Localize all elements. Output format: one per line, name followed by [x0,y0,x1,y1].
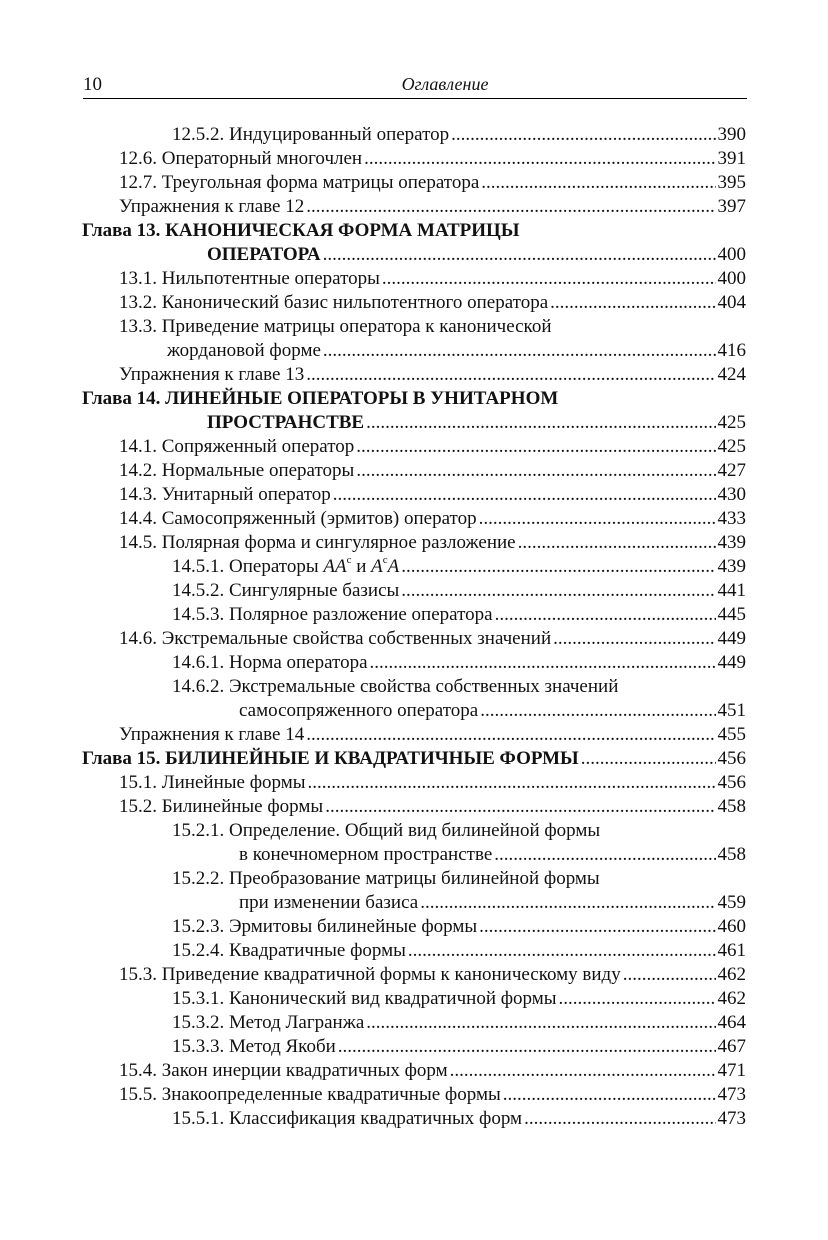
leader-dots [325,796,715,818]
toc-entry-title: 14.5.1. Операторы $AA^c$ и $A^cA$ [172,554,400,577]
toc-entry-title: Глава 14. ЛИНЕЙНЫЕ ОПЕРАТОРЫ В УНИТАРНОМ [82,388,559,409]
toc-entry-title: 15.2.2. Преобразование матрицы билинейной формы [172,868,600,889]
toc-entry-page: 462 [717,964,746,985]
toc-entry-title: 12.5.2. Индуцированный оператор [172,124,450,145]
toc-entry-page: 460 [717,916,746,937]
toc-chapter-heading[interactable] [82,388,558,412]
leader-dots [366,412,715,434]
toc-entry-title: 15.4. Закон инерции квадратичных форм [119,1060,448,1081]
toc-entry-page: 464 [717,1012,746,1033]
toc-entry-page: 425 [717,436,746,457]
toc-entry-page: 390 [717,124,746,145]
toc-entry[interactable] [239,700,746,724]
toc-entry[interactable] [119,172,746,196]
toc-entry[interactable] [172,1108,746,1132]
toc-entry-page: 433 [717,508,746,529]
leader-dots [323,244,716,266]
toc-entry-page: 397 [717,196,746,217]
leader-dots [503,1084,716,1106]
leader-dots [333,484,716,506]
toc-entry[interactable] [119,508,746,532]
toc-entry[interactable] [119,436,746,460]
leader-dots [306,364,715,386]
toc-entry[interactable] [119,532,746,556]
toc-entry-page: 441 [717,580,746,601]
toc-entry[interactable] [172,652,746,676]
toc-entry-title: 13.2. Канонический базис нильпотентного оператора [119,292,549,313]
toc-entry[interactable] [172,580,746,604]
toc-entry[interactable] [119,796,746,820]
toc-entry-page: 424 [717,364,746,385]
leader-dots [306,196,715,218]
toc-entry-page: 467 [717,1036,746,1057]
toc-entry[interactable] [119,1084,746,1108]
leader-dots [495,604,716,626]
leader-dots [479,916,715,938]
toc-entry-title: при изменении базиса [239,892,419,913]
leader-dots [623,964,716,986]
page-number: 10 [83,74,102,95]
toc-entry-title: 14.5.3. Полярное разложение оператора [172,604,493,625]
toc-entry-page: 473 [717,1108,746,1129]
leader-dots [550,292,715,314]
toc-entry[interactable] [119,196,746,220]
toc-entry-title: 14.6. Экстремальные свойства собственных значений [119,628,552,649]
toc-entry[interactable] [119,724,746,748]
toc-entry[interactable] [119,964,746,988]
toc-entry-page: 395 [717,172,746,193]
toc-entry-title: ПРОСТРАНСТВЕ [207,412,365,433]
toc-entry-page: 458 [717,844,746,865]
toc-entry-page: 471 [717,1060,746,1081]
toc-entry[interactable] [119,1060,746,1084]
leader-dots [356,436,715,458]
toc-entry[interactable] [172,1036,746,1060]
toc-chapter-heading[interactable] [82,748,746,772]
leader-dots [370,652,716,674]
toc-entry-page: 445 [717,604,746,625]
toc-entry[interactable] [119,292,746,316]
toc-entry[interactable] [119,316,552,340]
toc-entry-title: 14.2. Нормальные операторы [119,460,355,481]
toc-entry-page: 439 [717,556,746,577]
toc-entry[interactable] [172,556,746,580]
toc-entry-title: 15.3.3. Метод Якоби [172,1036,336,1057]
toc-entry-title: Глава 13. КАНОНИЧЕСКАЯ ФОРМА МАТРИЦЫ [82,220,520,241]
toc-entry-page: 458 [717,796,746,817]
leader-dots [401,556,715,578]
toc-entry[interactable] [172,940,746,964]
toc-entry-title: 15.3.1. Канонический вид квадратичной формы [172,988,557,1009]
toc-entry[interactable] [172,868,600,892]
toc-entry-page: 456 [717,772,746,793]
toc-entry-title: ОПЕРАТОРА [207,244,321,265]
toc-entry[interactable] [172,124,746,148]
toc-entry-page: 391 [717,148,746,169]
toc-entry-title: 14.3. Унитарный оператор [119,484,331,505]
toc-entry-page: 473 [717,1084,746,1105]
leader-dots [481,172,715,194]
toc-entry-title: Глава 15. БИЛИНЕЙНЫЕ И КВАДРАТИЧНЫЕ ФОРМЫ [82,748,579,769]
toc-entry-title: 13.3. Приведение матрицы оператора к канонической [119,316,552,337]
toc-entry-page: 425 [717,412,746,433]
toc-entry[interactable] [172,676,618,700]
leader-dots [553,628,715,650]
leader-dots [524,1108,715,1130]
leader-dots [451,124,715,146]
toc-entry[interactable] [172,988,746,1012]
toc-entry-page: 430 [717,484,746,505]
toc-entry[interactable] [172,916,746,940]
leader-dots [366,1012,715,1034]
toc-entry[interactable] [172,604,746,628]
toc-entry-title: 15.3. Приведение квадратичной формы к каноническому виду [119,964,621,985]
toc-entry-page: 459 [717,892,746,913]
toc-entry-page: 449 [717,652,746,673]
toc-entry-title: 13.1. Нильпотентные операторы [119,268,380,289]
leader-dots [306,724,715,746]
toc-entry-page: 461 [717,940,746,961]
toc-entry-title: самосопряженного оператора [239,700,479,721]
leader-dots [450,1060,716,1082]
toc-entry[interactable] [172,1012,746,1036]
toc-entry-page: 416 [717,340,746,361]
toc-entry-title: 15.2. Билинейные формы [119,796,324,817]
toc-entry-page: 455 [717,724,746,745]
toc-entry-title: 15.2.1. Определение. Общий вид билинейной формы [172,820,601,841]
toc-entry-title: 14.4. Самосопряженный (эрмитов) оператор [119,508,477,529]
toc-entry[interactable] [172,820,600,844]
toc-entry[interactable] [167,340,746,364]
toc-entry-page: 462 [717,988,746,1009]
toc-entry-title: 15.2.4. Квадратичные формы [172,940,406,961]
toc-entry-page: 451 [717,700,746,721]
toc-entry-title: 15.5. Знакоопределенные квадратичные формы [119,1084,501,1105]
leader-dots [559,988,716,1010]
toc-entry[interactable] [207,244,746,268]
leader-dots [480,700,715,722]
leader-dots [356,460,715,482]
toc-chapter-heading[interactable] [82,220,520,244]
toc-entry-title: 12.7. Треугольная форма матрицы оператора [119,172,480,193]
leader-dots [408,940,716,962]
toc-entry-page: 404 [717,292,746,313]
toc-entry-title: Упражнения к главе 12 [119,196,305,217]
toc-entry-title: 15.3.2. Метод Лагранжа [172,1012,365,1033]
leader-dots [479,508,716,530]
toc-entry-title: 14.5. Полярная форма и сингулярное разложение [119,532,516,553]
toc-entry-title: 15.5.1. Классификация квадратичных форм [172,1108,523,1129]
toc-entry-page: 427 [717,460,746,481]
toc-entry[interactable] [119,268,746,292]
toc-entry-title: 14.5.2. Сингулярные базисы [172,580,400,601]
toc-entry-title: в конечномерном пространстве [239,844,493,865]
toc-entry-title: 14.6.1. Норма оператора [172,652,368,673]
toc-entry[interactable] [239,892,746,916]
leader-dots [401,580,715,602]
toc-entry-title: 15.2.3. Эрмитовы билинейные формы [172,916,478,937]
toc-entry-page: 439 [717,532,746,553]
toc-entry[interactable] [119,772,746,796]
leader-dots [323,340,716,362]
page-header [83,72,747,99]
toc-entry-page: 400 [717,244,746,265]
toc-entry-title: жордановой форме [167,340,321,361]
toc-entry-title: 14.6.2. Экстремальные свойства собственных значений [172,676,619,697]
toc-entry-title: Упражнения к главе 13 [119,364,305,385]
toc-entry-page: 449 [717,628,746,649]
toc-entry[interactable] [119,460,746,484]
leader-dots [518,532,716,554]
running-title: Оглавление [401,74,489,94]
leader-dots [494,844,715,866]
toc-entry-title: Упражнения к главе 14 [119,724,305,745]
leader-dots [382,268,716,290]
toc-entry[interactable] [119,148,746,172]
leader-dots [420,892,715,914]
toc-entry[interactable] [119,628,746,652]
toc-entry-title: 15.1. Линейные формы [119,772,306,793]
leader-dots [364,148,715,170]
toc-entry-page: 456 [717,748,746,769]
leader-dots [308,772,716,794]
toc-entry-title: 14.1. Сопряженный оператор [119,436,355,457]
toc-entry[interactable] [119,484,746,508]
toc-entry-page: 400 [717,268,746,289]
toc-entry[interactable] [239,844,746,868]
toc-entry[interactable] [207,412,746,436]
toc-entry-title: 12.6. Операторный многочлен [119,148,363,169]
leader-dots [581,748,716,770]
toc-entry[interactable] [119,364,746,388]
leader-dots [338,1036,716,1058]
